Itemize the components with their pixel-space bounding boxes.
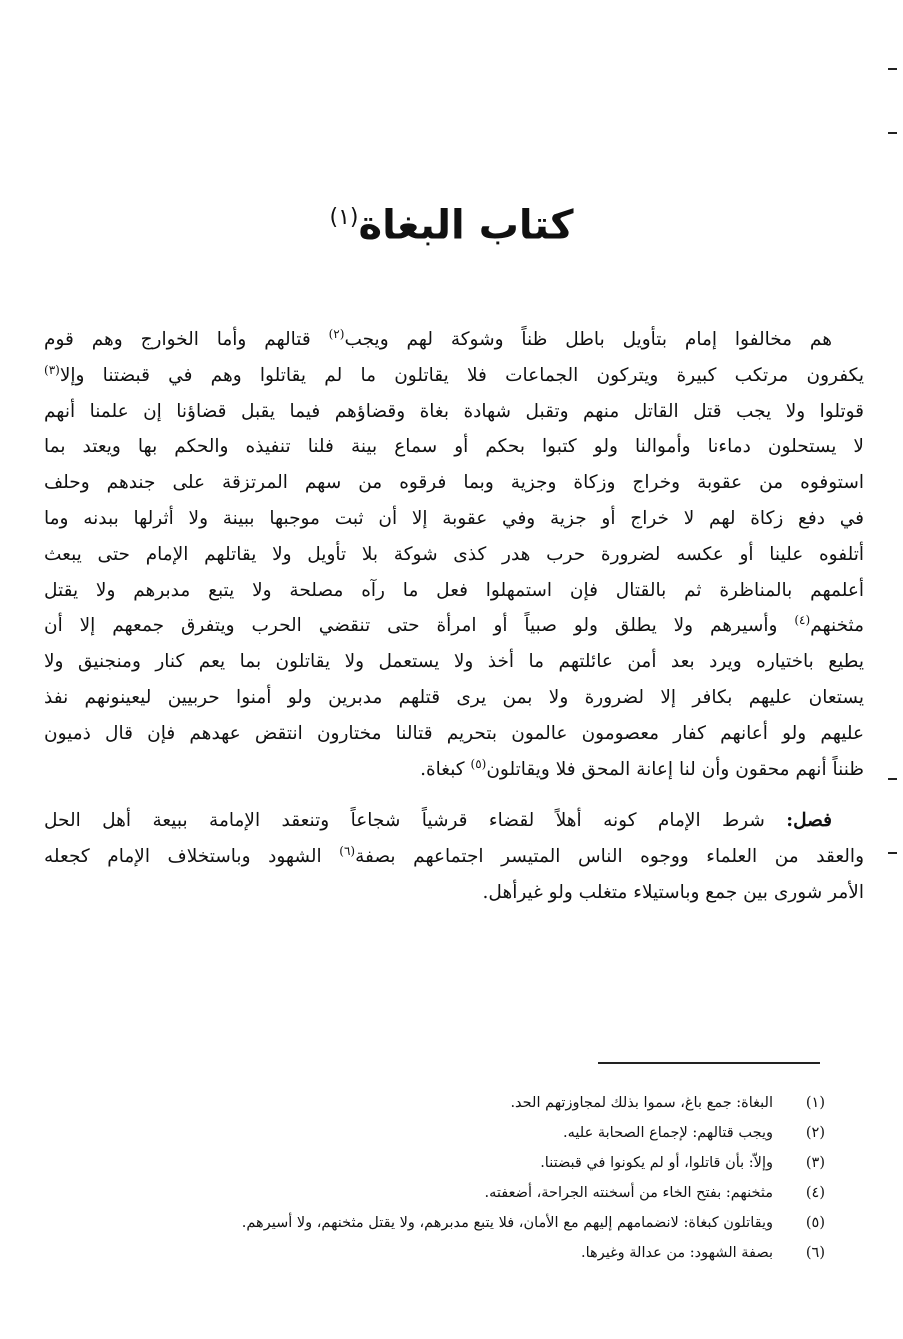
text-line	[44, 573, 864, 609]
footnote	[80, 1208, 825, 1238]
footnote-text: البغاة: جمع باغ، سموا بذلك لمجاوزتهم الحد.	[510, 1095, 773, 1111]
footnote	[80, 1148, 825, 1178]
chapter-title	[0, 188, 903, 255]
margin-mark	[888, 852, 897, 854]
line-text: شرط الإمام كونه أهلاً لقضاء قرشياً شجاعاً وتنعقد الإمامة ببيعة أهل الحل	[44, 810, 765, 832]
footnotes	[80, 1088, 825, 1268]
text-line	[44, 608, 864, 644]
text-line	[44, 465, 864, 501]
line-text: قوتلوا ولا يجب قتل القاتل منهم وتقبل شهادة بغاة وقضاؤهم فيما يقبل قضاؤنا إن علمنا أنهم	[44, 400, 864, 422]
title-footnote-ref: (١)	[329, 205, 359, 230]
line-text: لا يستحلون دماءنا وأموالنا ولو كتبوا بحكم أو سماع بينة فلنا تنفيذه والحكم بها ويعتد بما	[44, 436, 864, 458]
line-text: مثخنهم	[810, 615, 864, 637]
footnote	[80, 1118, 825, 1148]
paragraph-1	[44, 322, 864, 787]
line-text: الأمر شورى بين جمع وباستيلاء متغلب ولو غيرأهل.	[482, 881, 864, 903]
text-line	[44, 322, 864, 358]
footnote-text: ويجب قتالهم: لإجماع الصحابة عليه.	[563, 1125, 773, 1141]
chapter-title-text: كتاب البغاة	[358, 202, 574, 249]
text-line	[44, 752, 864, 788]
text-line	[44, 537, 864, 573]
line-text: وأسيرهم ولا يطلق ولو صبياً أو امرأة حتى تنقضي الحرب ويتفرق جمعهم إلا أن	[44, 615, 795, 637]
footnote-ref: (٢)	[328, 326, 345, 341]
text-line	[44, 680, 864, 716]
footnote-ref: (٥)	[470, 756, 487, 771]
line-text: الشهود وباستخلاف الإمام كجعله	[44, 846, 340, 868]
line-text: يطيع باختياره ويرد بعد أمن عائلتهم ما أخذ ولا يستعمل ولا يقاتلون بما يعم كنار ومنجنيق ولا	[44, 651, 864, 673]
text-line	[44, 429, 864, 465]
line-text: في دفع زكاة لهم لا خراج أو جزية وفي عقوبة إلا أن ثبت موجبها ببينة ولا أثرلها ببدنه وما	[44, 507, 864, 529]
margin-mark	[888, 132, 897, 134]
line-text: هم مخالفوا إمام بتأويل باطل ظناً وشوكة لهم ويجب	[344, 329, 832, 350]
text-line	[44, 644, 864, 680]
footnote-text: وإلاّ: بأن قاتلوا، أو لم يكونوا في قبضتنا.	[540, 1155, 773, 1171]
footnote-number: (١)	[805, 1095, 825, 1111]
text-line	[44, 803, 864, 839]
line-text: يكفرون مرتكب كبيرة ويتركون الجماعات فلا يقاتلون ما لم يقاتلوا وهم في قبضتنا وإلا	[59, 364, 864, 386]
footnote-number: (٦)	[805, 1245, 825, 1261]
footnote-text: بصفة الشهود: من عدالة وغيرها.	[581, 1245, 773, 1261]
footnote-ref: (٦)	[339, 844, 356, 858]
line-text: استوفوه من عقوبة وخراج وزكاة وجزية وبما فرقوه من سهم المرتزقة على جندهم وحلف	[44, 472, 864, 494]
footnote-number: (٥)	[805, 1215, 825, 1231]
footnote-separator	[598, 1062, 820, 1064]
footnote-number: (٣)	[805, 1155, 825, 1171]
footnote-ref: (٤)	[794, 613, 811, 628]
paragraph-2	[44, 803, 864, 910]
footnote	[80, 1088, 825, 1118]
footnote-text: مثخنهم: بفتح الخاء من أسخنته الجراحة، أضعفته.	[484, 1185, 773, 1201]
line-text: يستعان عليهم بكافر إلا لضرورة ولا بمن يرى قتلهم مدبرين ولو أمنوا حربيين ليعينونهم نفذ	[44, 686, 864, 708]
main-text	[44, 322, 864, 911]
line-text: عليهم ولو أعانهم كفار معصومون عالمون بتحريم قتالنا مختارون انتقض عهدهم فإن قال ذميون	[44, 722, 864, 744]
footnote	[80, 1238, 825, 1268]
text-line	[44, 839, 864, 875]
line-text: قتالهم وأما الخوارج وهم قوم	[44, 329, 329, 350]
footnote-ref: (٣)	[44, 362, 60, 377]
section-label: فصل:	[786, 810, 832, 832]
footnote	[80, 1178, 825, 1208]
text-line	[44, 501, 864, 537]
text-line	[44, 875, 864, 911]
footnote-number: (٢)	[805, 1125, 825, 1141]
margin-mark	[888, 778, 897, 780]
line-text: والعقد من العلماء ووجوه الناس المتيسر اجتماعهم بصفة	[355, 846, 864, 868]
line-text: أعلمهم بالمناظرة ثم بالقتال فإن استمهلوا فعل ما رآه مصلحة ولا يتبع مدبرهم ولا يقتل	[44, 579, 864, 601]
line-text: كبغاة.	[420, 758, 471, 780]
text-line	[44, 358, 864, 394]
text-line	[44, 394, 864, 430]
margin-mark	[888, 68, 897, 70]
text-line	[44, 716, 864, 752]
line-text: أتلفوه علينا أو عكسه لضرورة حرب هدر كذى شوكة بلا تأويل ولا يقاتلهم الإمام حتى يبعث	[44, 543, 864, 565]
footnote-number: (٤)	[805, 1185, 825, 1201]
line-text: ظنناً أنهم محقون وأن لنا إعانة المحق فلا ويقاتلون	[486, 758, 864, 780]
footnote-text: ويقاتلون كبغاة: لانضمامهم إليهم مع الأمان، فلا يتبع مدبرهم، ولا يقتل مثخنهم، ولا أسيرهم.	[241, 1215, 773, 1231]
